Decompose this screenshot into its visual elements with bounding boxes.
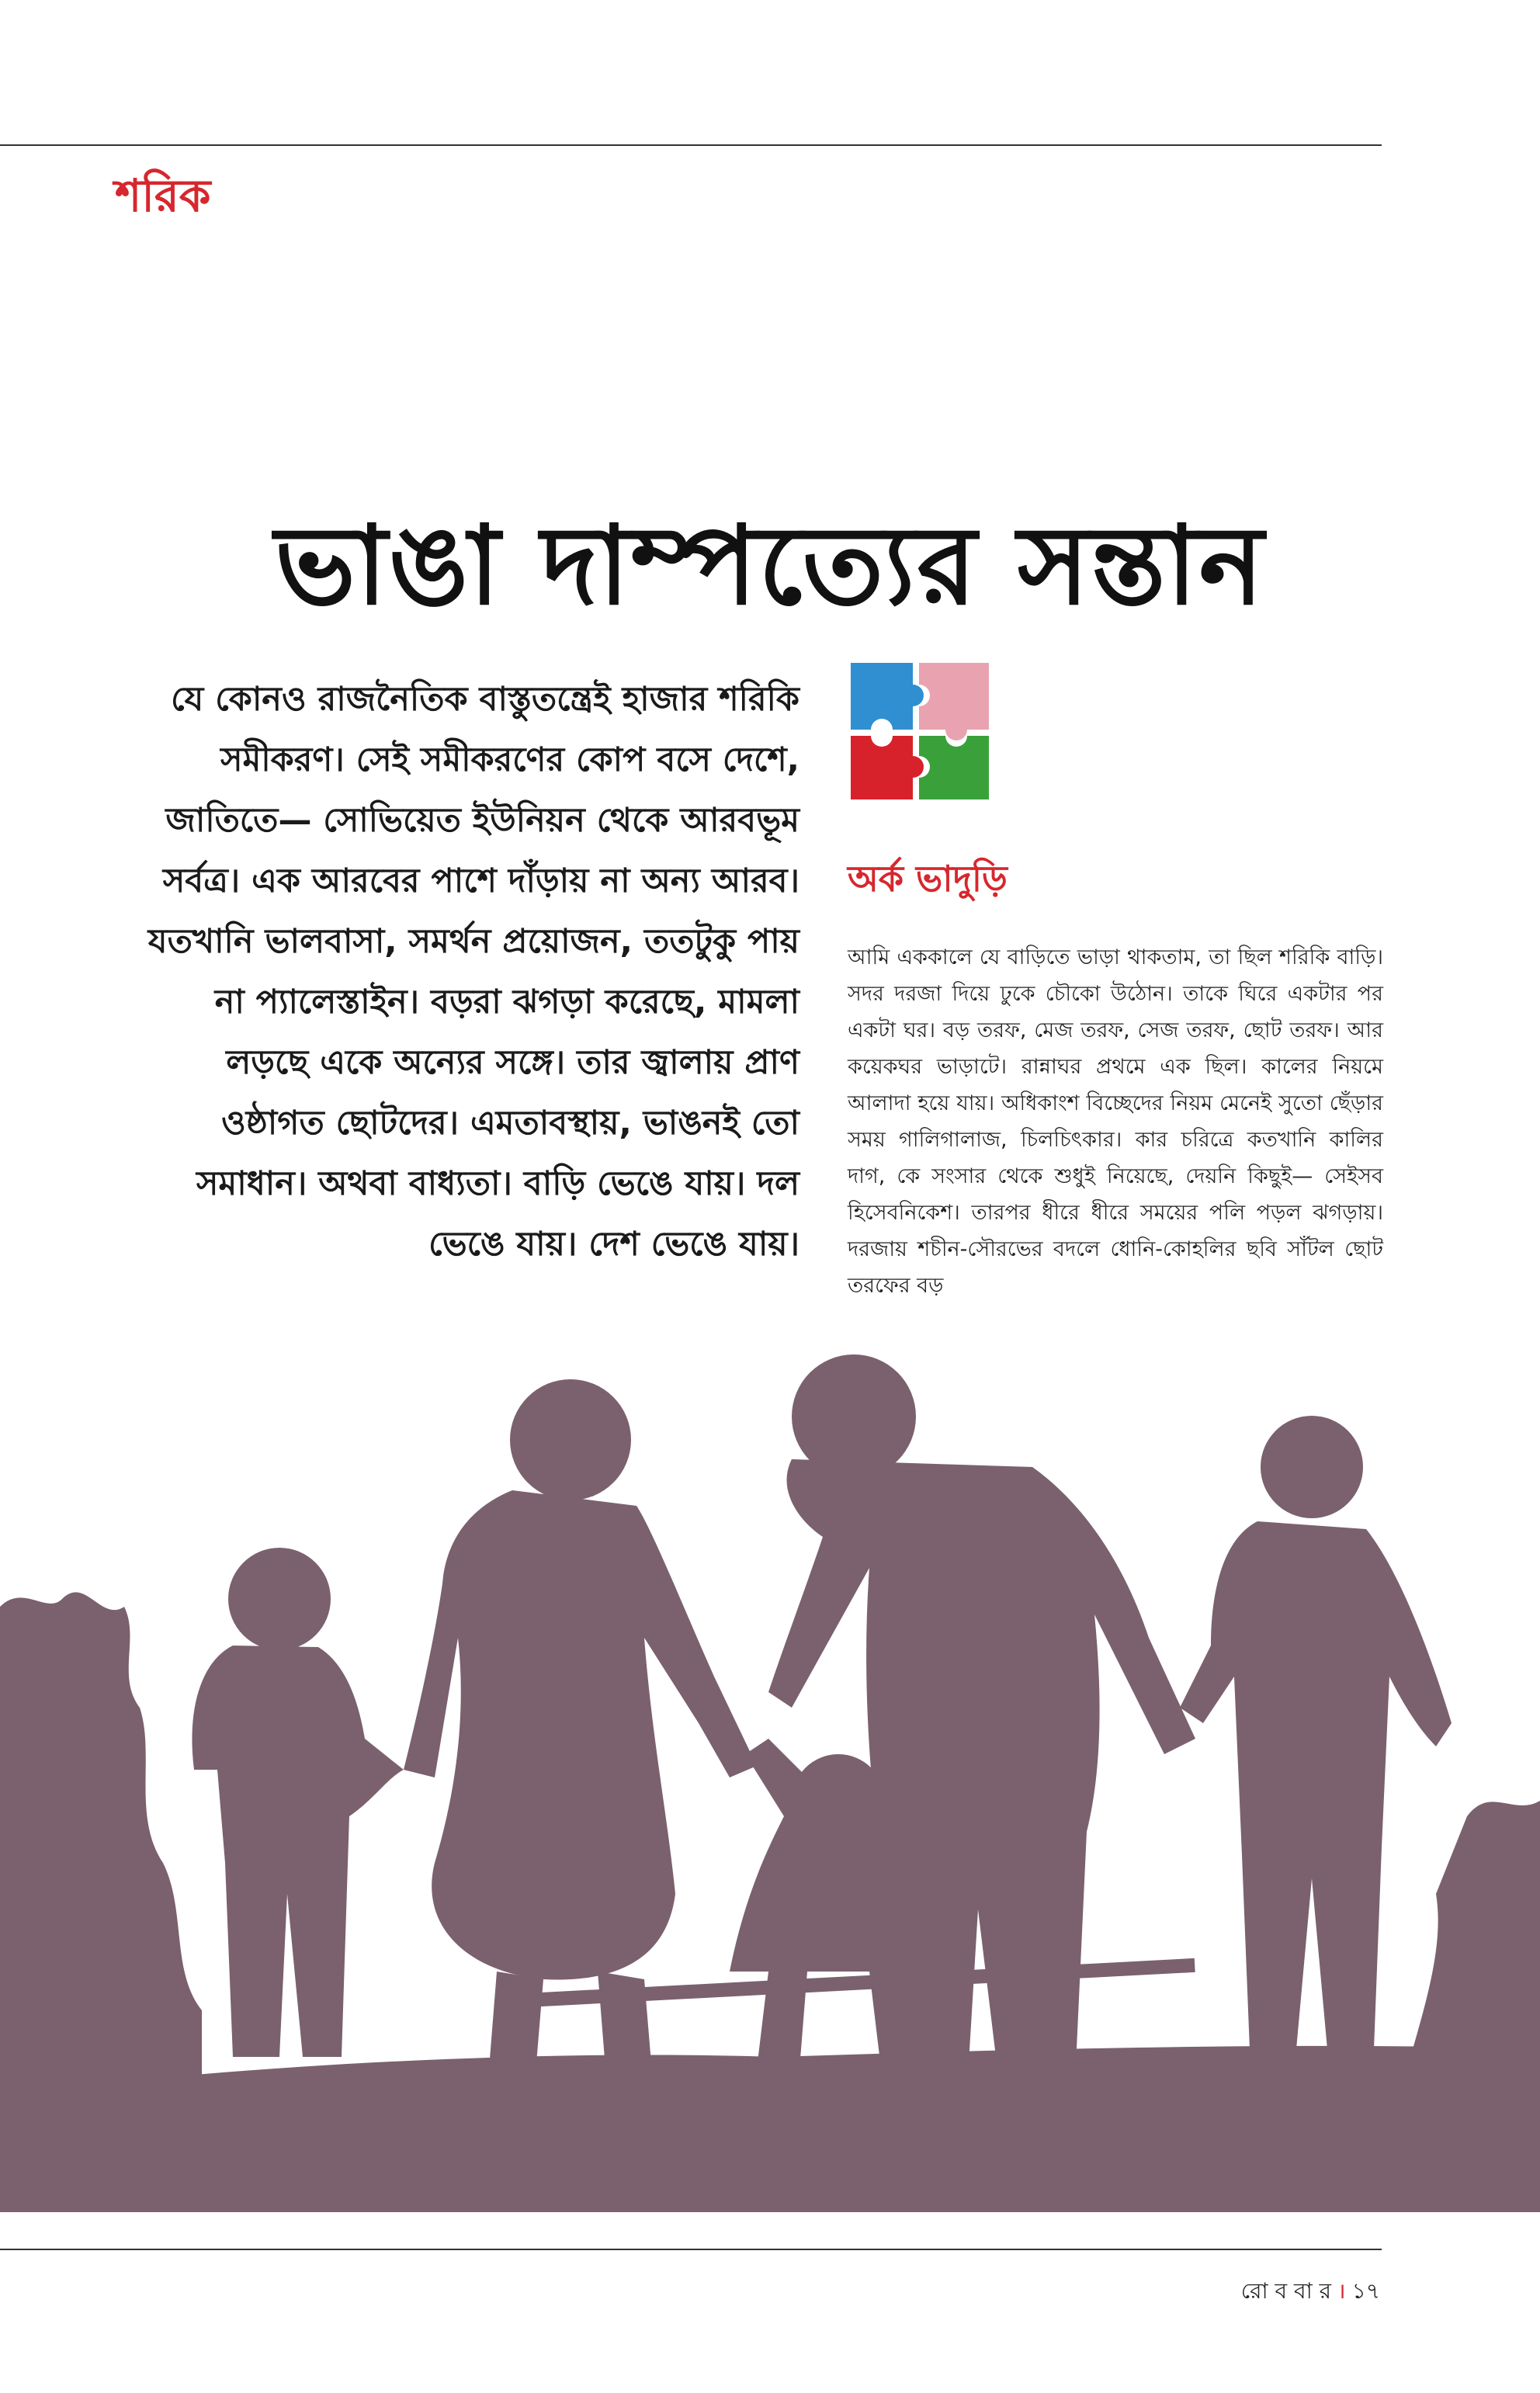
puzzle-piece-blue (851, 663, 924, 730)
headline: ভাঙা দাম্পত্যের সন্তান (274, 503, 1266, 629)
section-label: শরিক (115, 169, 211, 222)
publication-name: রো ব বা র (1240, 2278, 1331, 2304)
page-footer (1241, 2274, 1380, 2311)
bottom-rule (0, 2249, 1382, 2250)
puzzle-icon (848, 658, 992, 803)
puzzle-piece-red (851, 736, 924, 799)
standfirst: যে কোনও রাজনৈতিক বাস্তুতন্ত্রেই হাজার শরিকি সমীকরণ। সেই সমীকরণের কোপ বসে দেশে, জাতিতে— সোভিয়েত ইউনিয়ন থেকে আরবভূম সর্বত্র। এক আরবের পাশে দাঁড়ায় না অন্য আরব। যতখানি ভালবাসা, সমর্থন প্রয়োজন, ততটুকু পায় না প্যালেস্তাইন। বড়রা ঝগড়া করেছে, মামলা লড়ছে একে অন্যের সঙ্গে। তার জ্বালায় প্রাণ ওষ্ঠাগত ছোটদের। এমতাবস্থায়, ভাঙনই তো সমাধান। অথবা বাধ্যতা। বাড়ি ভেঙে যায়। দল ভেঙে যায়। দেশ ভেঙে যায়। (147, 680, 799, 1264)
puzzle-piece-pink (919, 663, 989, 740)
footer-separator: । (1337, 2278, 1346, 2304)
puzzle-piece-green (919, 736, 989, 799)
page-number: ১৭ (1351, 2278, 1380, 2304)
family-silhouette (0, 1273, 1540, 2212)
byline: অর্ক ভাদুড়ি (848, 858, 1008, 900)
body-text: আমি এককালে যে বাড়িতে ভাড়া থাকতাম, তা ছিল শরিকি বাড়ি। সদর দরজা দিয়ে ঢুকে চৌকো উঠোন। তাকে ঘিরে একটার পর একটা ঘর। বড় তরফ, মেজ তরফ, সেজ তরফ, ছোট তরফ। আর কয়েকঘর ভাড়াটে। রান্নাঘর প্রথমে এক ছিল। কালের নিয়মে আলাদা হয়ে যায়। অধিকাংশ বিচ্ছেদের নিয়ম মেনেই সুতো ছেঁড়ার সময় গালিগালাজ, চিলচিৎকার। কার চরিত্রে কতখানি কালির দাগ, কে সংসার থেকে শুধুই নিয়েছে, দেয়নি কিছুই— সেইসব হিসেবনিকেশ। তারপর ধীরে ধীরে সময়ের পলি পড়ল ঝগড়ায়। দরজায় শচীন-সৌরভের বদলে ধোনি-কোহলির ছবি সাঁটল ছোট তরফের বড় (848, 945, 1383, 1298)
top-rule (0, 144, 1382, 146)
